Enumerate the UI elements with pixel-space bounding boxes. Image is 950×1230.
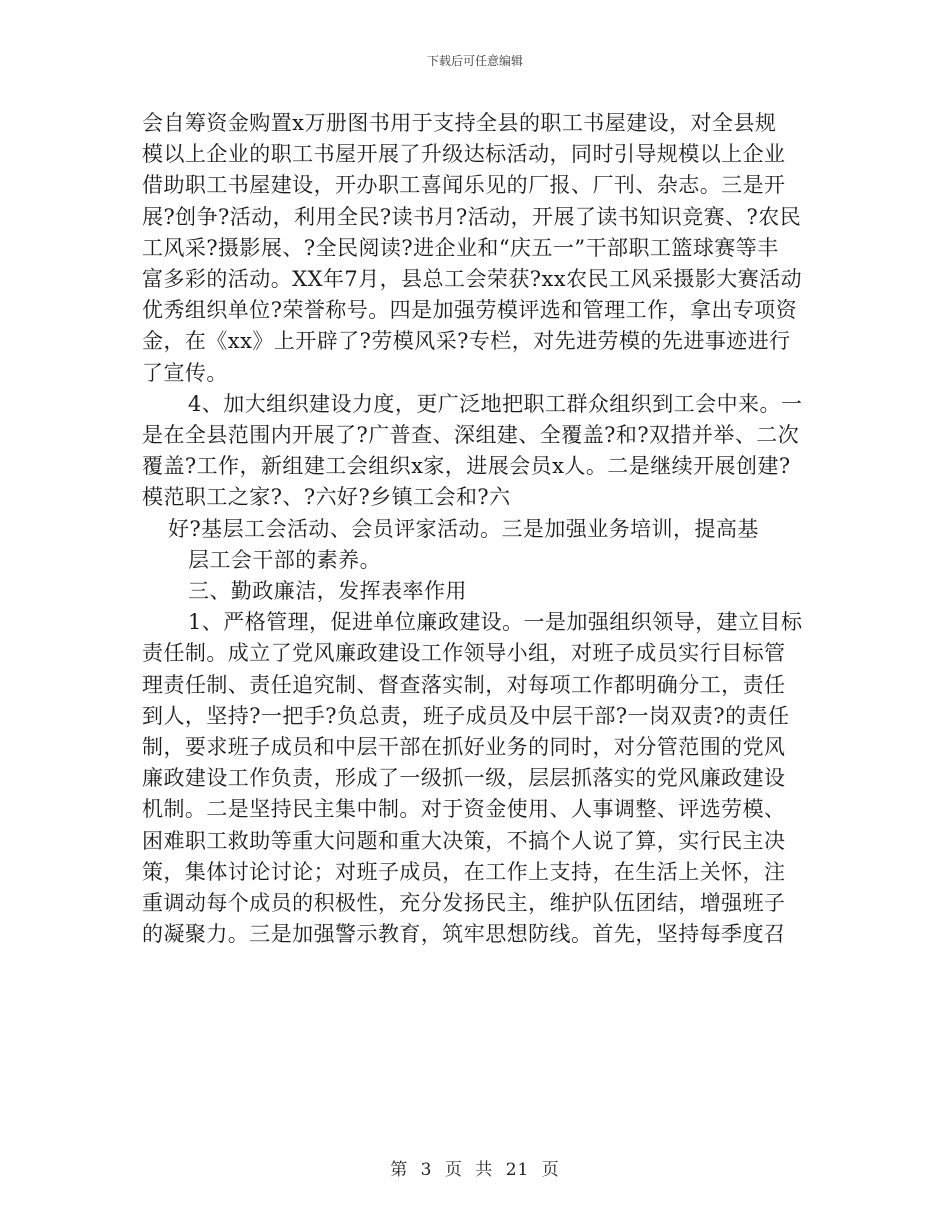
text-line: 机制。二是坚持民主集中制。对于资金使用、人事调整、评选劳模、 bbox=[142, 797, 786, 822]
text-line: 富多彩的活动。XX年7月，县总工会荣获?xx农民工风采摄影大赛活动 bbox=[142, 267, 803, 292]
text-line: 借助职工书屋建设，开办职工喜闻乐见的厂报、厂刊、杂志。三是开 bbox=[142, 173, 786, 198]
text-line: 责任制。成立了党风廉政建设工作领导小组，对班子成员实行目标管 bbox=[142, 641, 786, 666]
page-header: 下载后可任意编辑 bbox=[426, 54, 523, 68]
text-line: 理责任制、责任追究制、督查落实制，对每项工作都明确分工，责任 bbox=[142, 672, 786, 697]
text-line: 覆盖?工作，新组建工会组织x家，进展会员x人。二是继续开展创建? bbox=[142, 454, 791, 479]
text-line: 制，要求班子成员和中层干部在抓好业务的同时，对分管范围的党风 bbox=[142, 735, 786, 760]
text-line: 优秀组织单位?荣誉称号。四是加强劳模评选和管理工作，拿出专项资 bbox=[142, 298, 798, 323]
paragraph-start-line: 4、加大组织建设力度，更广泛地把职工群众组织到工会中来。一 bbox=[188, 391, 803, 416]
text-line: 层工会干部的素养。 bbox=[188, 547, 382, 572]
text-line: 好?基层工会活动、会员评家活动。三是加强业务培训，提高基 bbox=[168, 516, 759, 541]
text-line: 展?创争?活动，利用全民?读书月?活动，开展了读书知识竞赛、?农民 bbox=[142, 204, 802, 229]
text-line: 模以上企业的职工书屋开展了升级达标活动，同时引导规模以上企业 bbox=[142, 142, 786, 167]
text-line: 到人，坚持?一把手?负总责，班子成员及中层干部?一岗双责?的责任 bbox=[142, 703, 790, 728]
text-line: 策，集体讨论讨论；对班子成员，在工作上支持，在生活上关怀，注 bbox=[142, 859, 786, 884]
footer-label-total-unit: 页 bbox=[541, 1160, 560, 1180]
text-line: 困难职工救助等重大问题和重大决策，不搞个人说了算，实行民主决 bbox=[142, 828, 786, 853]
text-line: 的凝聚力。三是加强警示教育，筑牢思想防线。首先，坚持每季度召 bbox=[142, 922, 786, 947]
footer-label-page-unit: 页 bbox=[444, 1160, 463, 1180]
footer-page-number: 3 bbox=[420, 1160, 433, 1180]
footer-total-pages: 21 bbox=[505, 1160, 530, 1180]
text-line: 廉政建设工作负责，形成了一级抓一级，层层抓落实的党风廉政建设 bbox=[142, 766, 786, 791]
text-line: 是在全县范围内开展了?广普查、深组建、全覆盖?和?双措并举、二次 bbox=[142, 423, 800, 448]
text-line: 模范职工之家?、?六好?乡镇工会和?六 bbox=[142, 485, 511, 510]
text-line: 重调动每个成员的积极性，充分发扬民主，维护队伍团结，增强班子 bbox=[142, 891, 786, 916]
text-line: 工风采?摄影展、?全民阅读?进企业和“庆五一”干部职工篮球赛等丰 bbox=[142, 235, 779, 260]
paragraph-start-line: 1、严格管理，促进单位廉政建设。一是加强组织领导，建立目标 bbox=[188, 610, 803, 635]
section-heading: 三、勤政廉洁，发挥表率作用 bbox=[188, 579, 467, 604]
text-line: 会自筹资金购置x万册图书用于支持全县的职工书屋建设，对全县规 bbox=[142, 111, 777, 135]
text-line: 了宣传。 bbox=[142, 360, 228, 385]
document-body bbox=[142, 108, 810, 950]
page-footer bbox=[0, 1155, 950, 1180]
text-line: 金，在《xx》上开辟了?劳模风采?专栏，对先进劳模的先进事迹进行 bbox=[142, 329, 791, 354]
footer-label-total: 共 bbox=[475, 1160, 494, 1180]
footer-label-page: 第 bbox=[390, 1160, 409, 1180]
